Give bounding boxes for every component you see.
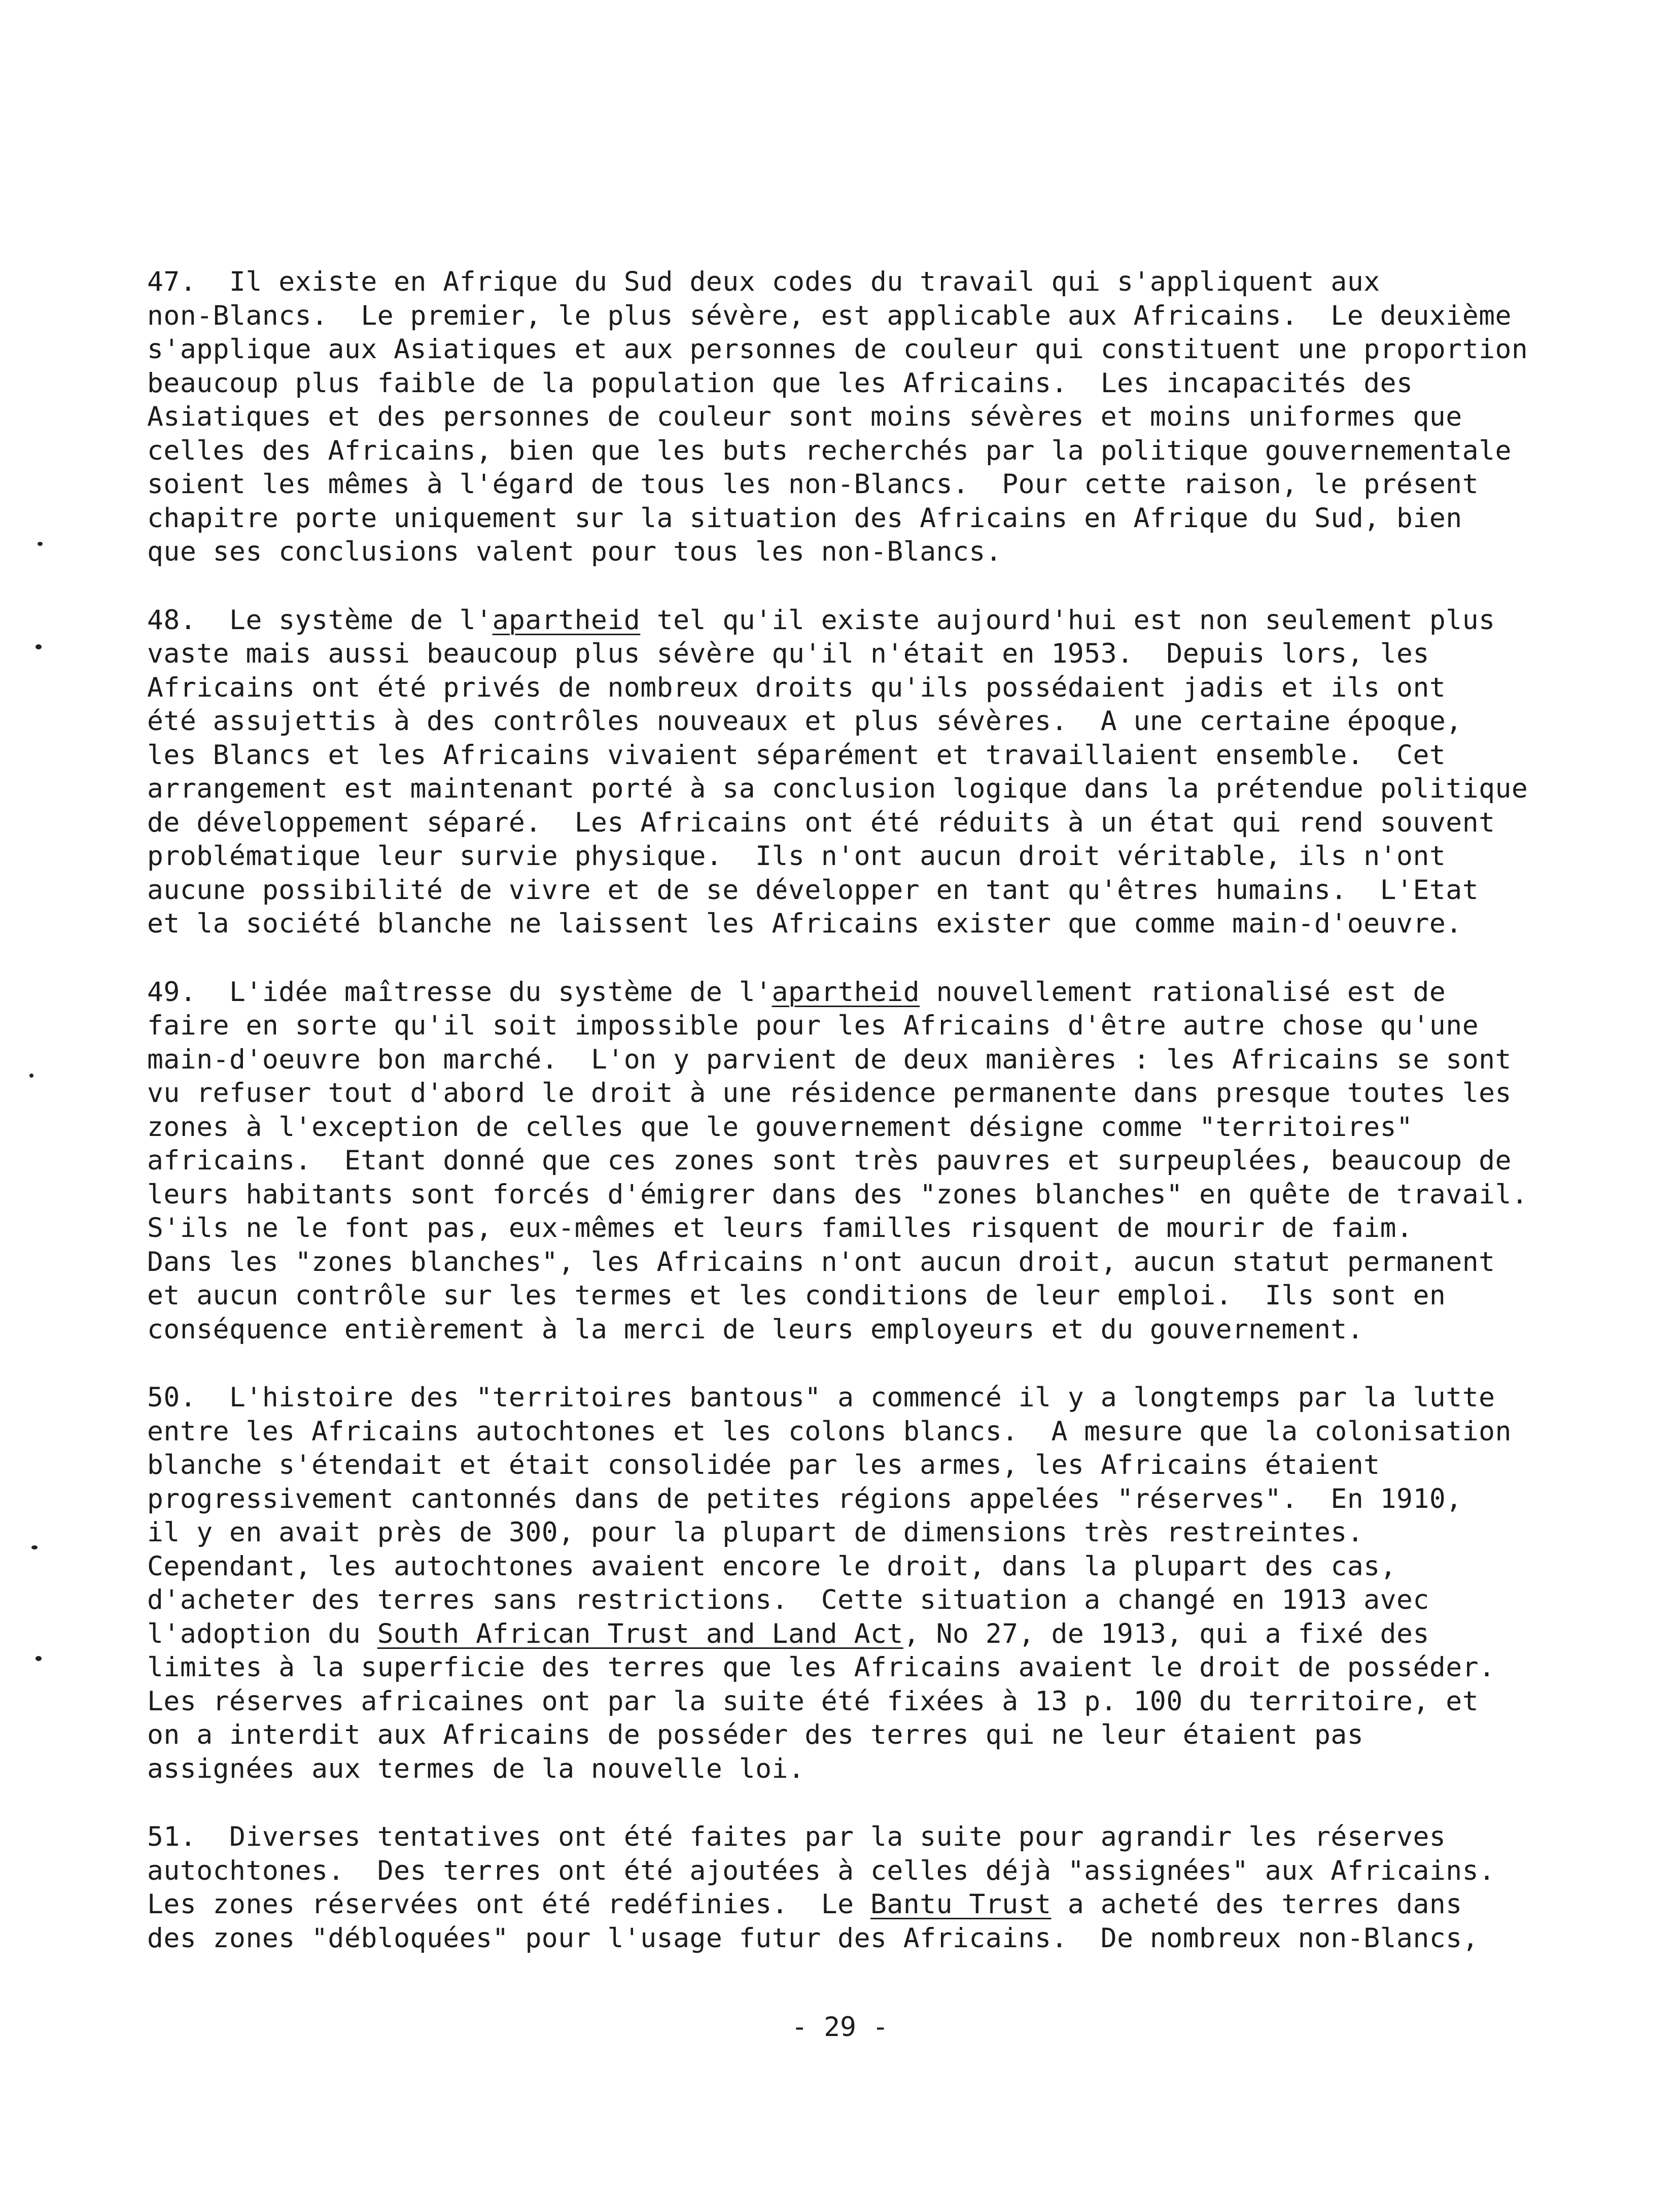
text-segment: Les réserves africaines ont par la suite été fixées à 13 p. 100 du territoire, et	[147, 1685, 1479, 1717]
text-line	[147, 1111, 1588, 1145]
text-segment: que ses conclusions valent pour tous les non-Blancs.	[147, 536, 1002, 567]
text-segment: soient les mêmes à l'égard de tous les non-Blancs. Pour cette raison, le présent	[147, 469, 1479, 500]
text-segment: aucune possibilité de vivre et de se développer en tant qu'êtres humains. L'Etat	[147, 874, 1479, 906]
text-segment: Africains ont été privés de nombreux droits qu'ils possédaient jadis et ils ont	[147, 672, 1446, 703]
text-segment: 51. Diverses tentatives ont été faites par la suite pour agrandir les réserves	[147, 1821, 1446, 1852]
text-segment: d'acheter des terres sans restrictions. Cette situation a changé en 1913 avec	[147, 1584, 1429, 1615]
text-segment: non-Blancs. Le premier, le plus sévère, est applicable aux Africains. Le deuxième	[147, 300, 1512, 331]
text-segment: 50. L'histoire des "territoires bantous" a commencé il y a longtemps par la lutte	[147, 1382, 1495, 1413]
text-line	[147, 874, 1588, 908]
text-line	[147, 1516, 1588, 1550]
text-line	[147, 1212, 1588, 1246]
text-segment: 47. Il existe en Afrique du Sud deux codes du travail qui s'appliquent aux	[147, 266, 1380, 297]
text-segment: autochtones. Des terres ont été ajoutées à celles déjà "assignées" aux Africains.	[147, 1855, 1495, 1886]
text-line	[147, 1718, 1588, 1752]
text-segment: des zones "débloquées" pour l'usage futur des Africains. De nombreux non-Blancs,	[147, 1922, 1479, 1954]
text-line	[147, 806, 1588, 840]
text-segment: de développement séparé. Les Africains ont été réduits à un état qui rend souvent	[147, 807, 1495, 838]
text-line	[147, 299, 1588, 333]
text-line	[147, 1381, 1588, 1415]
page-number: - 29 -	[791, 2012, 889, 2043]
text-line	[147, 637, 1588, 671]
paragraph	[147, 265, 1588, 569]
text-line	[147, 265, 1588, 299]
margin-speck	[38, 542, 43, 546]
text-segment: S'ils ne le font pas, eux-mêmes et leurs familles risquent de mourir de faim.	[147, 1213, 1413, 1244]
margin-speck	[31, 1545, 38, 1549]
text-line	[147, 1448, 1588, 1482]
underlined-term: Bantu Trust	[870, 1889, 1052, 1920]
text-segment: vaste mais aussi beaucoup plus sévère qu'il n'était en 1953. Depuis lors, les	[147, 638, 1429, 669]
text-line	[147, 1888, 1588, 1922]
text-line	[147, 1043, 1588, 1077]
text-segment: vu refuser tout d'abord le droit à une résidence permanente dans presque toutes les	[147, 1078, 1512, 1109]
text-segment: zones à l'exception de celles que le gouvernement désigne comme "territoires"	[147, 1111, 1413, 1143]
text-line	[147, 1685, 1588, 1719]
text-segment: leurs habitants sont forcés d'émigrer dans des "zones blanches" en quête de travail.	[147, 1179, 1528, 1210]
text-line	[147, 1617, 1588, 1651]
margin-speck	[36, 1656, 42, 1661]
text-segment: Cependant, les autochtones avaient encore le droit, dans la plupart des cas,	[147, 1550, 1397, 1582]
text-segment: celles des Africains, bien que les buts recherchés par la politique gouvernementale	[147, 435, 1512, 466]
text-line	[147, 1922, 1588, 1956]
paragraph	[147, 1381, 1588, 1786]
text-line	[147, 772, 1588, 806]
text-line	[147, 604, 1588, 638]
text-line	[147, 1077, 1588, 1111]
body-text	[147, 265, 1588, 1990]
text-line	[147, 1009, 1588, 1043]
text-line	[147, 333, 1588, 367]
text-line	[147, 468, 1588, 502]
text-segment: Les zones réservées ont été redéfinies. Le	[147, 1889, 870, 1920]
text-segment: tel qu'il existe aujourd'hui est non seulement plus	[640, 604, 1495, 636]
text-segment: 48. Le système de l'	[147, 604, 493, 636]
paragraph	[147, 604, 1588, 941]
text-segment: Dans les "zones blanches", les Africains n'ont aucun droit, aucun statut permanent	[147, 1246, 1495, 1278]
text-segment: les Blancs et les Africains vivaient séparément et travaillaient ensemble. Cet	[147, 739, 1446, 771]
text-line	[147, 1820, 1588, 1854]
text-line	[147, 1415, 1588, 1449]
text-line	[147, 907, 1588, 941]
text-segment: été assujettis à des contrôles nouveaux et plus sévères. A une certaine époque,	[147, 706, 1462, 737]
text-line	[147, 502, 1588, 536]
text-segment: assignées aux termes de la nouvelle loi.	[147, 1753, 805, 1784]
text-line	[147, 840, 1588, 874]
paragraph	[147, 1820, 1588, 1955]
text-line	[147, 1246, 1588, 1280]
text-segment: chapitre porte uniquement sur la situation des Africains en Afrique du Sud, bien	[147, 502, 1462, 534]
text-segment: on a interdit aux Africains de posséder des terres qui ne leur étaient pas	[147, 1719, 1364, 1750]
text-segment: Asiatiques et des personnes de couleur sont moins sévères et moins uniformes que	[147, 401, 1462, 432]
text-segment: blanche s'étendait et était consolidée par les armes, les Africains étaient	[147, 1450, 1380, 1480]
text-line	[147, 1313, 1588, 1347]
text-line	[147, 1178, 1588, 1212]
text-segment: entre les Africains autochtones et les colons blancs. A mesure que la colonisation	[147, 1416, 1512, 1447]
text-line	[147, 1752, 1588, 1786]
underlined-term: apartheid	[772, 976, 920, 1008]
text-segment: , No 27, de 1913, qui a fixé des	[903, 1618, 1429, 1649]
text-segment: il y en avait près de 300, pour la plupart de dimensions très restreintes.	[147, 1517, 1364, 1548]
text-line	[147, 671, 1588, 705]
text-segment: progressivement cantonnés dans de petites régions appelées "réserves". En 1910,	[147, 1483, 1462, 1514]
text-segment: main-d'oeuvre bon marché. L'on y parvient de deux manières : les Africains se sont	[147, 1044, 1512, 1075]
margin-speck	[36, 644, 42, 649]
text-line	[147, 1583, 1588, 1617]
text-segment: arrangement est maintenant porté à sa conclusion logique dans la prétendue politique	[147, 773, 1528, 804]
text-segment: beaucoup plus faible de la population que les Africains. Les incapacités des	[147, 367, 1413, 399]
paragraph	[147, 976, 1588, 1347]
text-segment: a acheté des terres dans	[1051, 1889, 1462, 1920]
underlined-term: apartheid	[492, 604, 641, 636]
text-segment: s'applique aux Asiatiques et aux personnes de couleur qui constituent une proportion	[147, 334, 1528, 365]
text-segment: nouvellement rationalisé est de	[920, 976, 1446, 1008]
text-line	[147, 400, 1588, 434]
text-line	[147, 976, 1588, 1010]
text-segment: et la société blanche ne laissent les Africains exister que comme main-d'oeuvre.	[147, 908, 1462, 939]
text-line	[147, 434, 1588, 468]
text-segment: conséquence entièrement à la merci de leurs employeurs et du gouvernement.	[147, 1314, 1364, 1345]
text-line	[147, 705, 1588, 739]
text-segment: limites à la superficie des terres que les Africains avaient le droit de posséder.	[147, 1652, 1495, 1683]
text-line	[147, 1144, 1588, 1178]
text-line	[147, 367, 1588, 401]
text-segment: faire en sorte qu'il soit impossible pour les Africains d'être autre chose qu'une	[147, 1010, 1479, 1041]
text-segment: problématique leur survie physique. Ils n'ont aucun droit véritable, ils n'ont	[147, 841, 1446, 872]
text-line	[147, 1482, 1588, 1516]
text-segment: 49. L'idée maîtresse du système de l'	[147, 976, 772, 1008]
margin-speck	[29, 1074, 33, 1078]
text-segment: et aucun contrôle sur les termes et les conditions de leur emploi. Ils sont en	[147, 1280, 1446, 1311]
text-line	[147, 739, 1588, 773]
text-line	[147, 535, 1588, 569]
text-segment: africains. Etant donné que ces zones sont très pauvres et surpeuplées, beaucoup de	[147, 1145, 1512, 1176]
text-line	[147, 1550, 1588, 1584]
text-line	[147, 1651, 1588, 1685]
underlined-term: South African Trust and Land Act	[377, 1618, 903, 1649]
text-line	[147, 1279, 1588, 1313]
text-segment: l'adoption du	[147, 1618, 377, 1649]
text-line	[147, 1854, 1588, 1888]
